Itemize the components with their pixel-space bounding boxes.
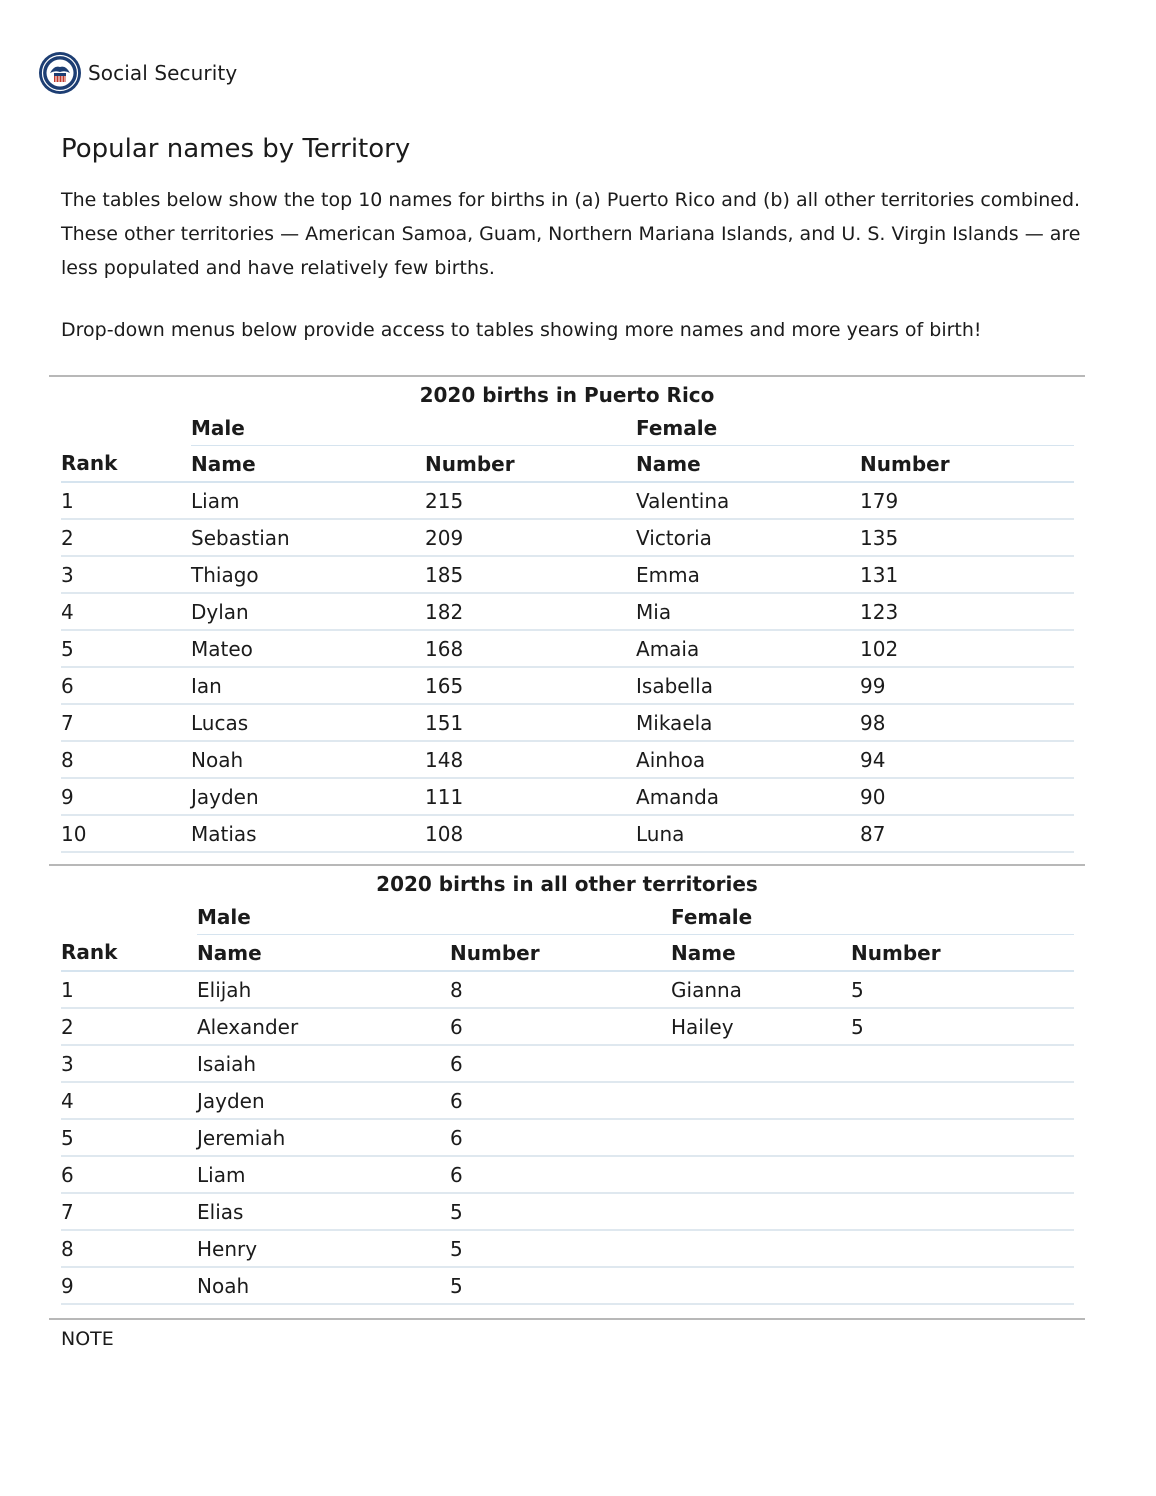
table-row (61, 704, 1074, 741)
male-number-cell: 6 (450, 1156, 671, 1193)
rank-cell: 6 (61, 1156, 197, 1193)
female-name-cell (671, 1267, 851, 1304)
table-row (61, 971, 1074, 1008)
female-number-cell (851, 1082, 1074, 1119)
sex-header-row (61, 411, 1074, 446)
female-name-cell (671, 1156, 851, 1193)
table-row (61, 815, 1074, 852)
table-caption: 2020 births in all other territories (376, 872, 758, 896)
rank-cell: 3 (61, 556, 191, 593)
male-name-cell: Liam (197, 1156, 450, 1193)
male-name-cell: Alexander (197, 1008, 450, 1045)
male-number-cell: 5 (450, 1193, 671, 1230)
rank-cell: 1 (61, 482, 191, 519)
table-body (61, 971, 1074, 1304)
female-number-header: Number (860, 446, 1074, 483)
female-name-cell: Mikaela (636, 704, 860, 741)
rank-cell: 3 (61, 1045, 197, 1082)
female-number-cell (851, 1119, 1074, 1156)
male-number-cell: 111 (425, 778, 636, 815)
female-number-cell (851, 1230, 1074, 1267)
female-name-cell: Valentina (636, 482, 860, 519)
table-body (61, 482, 1074, 852)
male-number-cell: 165 (425, 667, 636, 704)
female-name-cell: Isabella (636, 667, 860, 704)
names-table (61, 900, 1074, 1305)
rank-cell: 2 (61, 1008, 197, 1045)
male-number-cell: 185 (425, 556, 636, 593)
male-name-cell: Lucas (191, 704, 425, 741)
table-row (61, 593, 1074, 630)
male-number-cell: 108 (425, 815, 636, 852)
male-name-cell: Matias (191, 815, 425, 852)
rank-cell: 2 (61, 519, 191, 556)
female-name-cell: Ainhoa (636, 741, 860, 778)
male-name-cell: Ian (191, 667, 425, 704)
male-name-header: Name (191, 446, 425, 483)
table-row (61, 1045, 1074, 1082)
male-name-cell: Dylan (191, 593, 425, 630)
male-header: Male (191, 411, 636, 446)
male-number-cell: 6 (450, 1082, 671, 1119)
table-caption: 2020 births in Puerto Rico (419, 383, 715, 407)
male-number-cell: 6 (450, 1045, 671, 1082)
female-number-cell (851, 1156, 1074, 1193)
table-row (61, 1230, 1074, 1267)
female-number-cell: 102 (860, 630, 1074, 667)
female-name-cell: Gianna (671, 971, 851, 1008)
other-territories-table (49, 864, 1085, 1305)
female-number-header: Number (851, 935, 1074, 972)
column-header-row (61, 935, 1074, 972)
table-row (61, 556, 1074, 593)
table-row (61, 519, 1074, 556)
column-header-row (61, 446, 1074, 483)
rank-cell: 4 (61, 593, 191, 630)
female-number-cell: 94 (860, 741, 1074, 778)
male-name-cell: Liam (191, 482, 425, 519)
table-row (61, 1119, 1074, 1156)
female-number-cell: 90 (860, 778, 1074, 815)
female-header: Female (671, 900, 1074, 935)
table-row (61, 667, 1074, 704)
male-name-cell: Noah (191, 741, 425, 778)
male-number-cell: 182 (425, 593, 636, 630)
female-number-cell (851, 1045, 1074, 1082)
site-header (38, 50, 237, 96)
male-name-cell: Thiago (191, 556, 425, 593)
female-name-cell: Emma (636, 556, 860, 593)
puerto-rico-table (49, 375, 1085, 853)
names-table (61, 411, 1074, 853)
rank-cell: 5 (61, 1119, 197, 1156)
male-name-cell: Mateo (191, 630, 425, 667)
female-name-cell: Amaia (636, 630, 860, 667)
male-number-cell: 5 (450, 1230, 671, 1267)
note-label: NOTE (61, 1328, 114, 1350)
table-row (61, 741, 1074, 778)
female-name-cell (671, 1193, 851, 1230)
table-row (61, 1193, 1074, 1230)
female-name-header: Name (636, 446, 860, 483)
male-name-cell: Elias (197, 1193, 450, 1230)
male-name-cell: Henry (197, 1230, 450, 1267)
male-number-cell: 6 (450, 1008, 671, 1045)
female-name-cell: Amanda (636, 778, 860, 815)
female-name-cell (671, 1045, 851, 1082)
ssa-seal-icon[interactable] (38, 51, 82, 95)
table-row (61, 1082, 1074, 1119)
male-number-cell: 6 (450, 1119, 671, 1156)
female-name-cell (671, 1119, 851, 1156)
rank-cell: 9 (61, 1267, 197, 1304)
table-row (61, 1008, 1074, 1045)
page-title: Popular names by Territory (61, 134, 411, 164)
rank-cell: 8 (61, 741, 191, 778)
rank-cell: 7 (61, 1193, 197, 1230)
female-number-cell (851, 1193, 1074, 1230)
male-number-cell: 215 (425, 482, 636, 519)
male-name-cell: Noah (197, 1267, 450, 1304)
male-number-cell: 5 (450, 1267, 671, 1304)
male-number-cell: 168 (425, 630, 636, 667)
rank-cell: 10 (61, 815, 191, 852)
rank-cell: 6 (61, 667, 191, 704)
male-name-cell: Isaiah (197, 1045, 450, 1082)
dropdown-note: Drop-down menus below provide access to tables showing more names and more years of birth! (61, 319, 982, 341)
female-number-cell: 179 (860, 482, 1074, 519)
blank-header (61, 900, 197, 935)
table-row (61, 778, 1074, 815)
rank-cell: 8 (61, 1230, 197, 1267)
brand-name[interactable]: Social Security (88, 61, 238, 85)
female-number-cell: 87 (860, 815, 1074, 852)
rank-cell: 7 (61, 704, 191, 741)
rank-header: Rank (61, 446, 191, 483)
male-number-cell: 8 (450, 971, 671, 1008)
rank-cell: 9 (61, 778, 191, 815)
female-number-cell: 5 (851, 971, 1074, 1008)
female-name-cell (671, 1230, 851, 1267)
table-row (61, 1156, 1074, 1193)
female-name-header: Name (671, 935, 851, 972)
female-name-cell: Luna (636, 815, 860, 852)
female-number-cell (851, 1267, 1074, 1304)
intro-paragraph: The tables below show the top 10 names for births in (a) Puerto Rico and (b) all other territories combined. These other territories — American Samoa, Guam, Northern Mariana Islands, and U. S. Virgin Islands — are less populated and have relatively few births. (61, 189, 1081, 279)
male-name-cell: Elijah (197, 971, 450, 1008)
female-number-cell: 98 (860, 704, 1074, 741)
female-name-cell: Mia (636, 593, 860, 630)
male-number-cell: 148 (425, 741, 636, 778)
male-number-header: Number (450, 935, 671, 972)
male-number-cell: 209 (425, 519, 636, 556)
sex-header-row (61, 900, 1074, 935)
female-number-cell: 123 (860, 593, 1074, 630)
table-row (61, 630, 1074, 667)
female-name-cell (671, 1082, 851, 1119)
female-name-cell: Victoria (636, 519, 860, 556)
male-number-cell: 151 (425, 704, 636, 741)
rank-cell: 5 (61, 630, 191, 667)
rank-cell: 1 (61, 971, 197, 1008)
table-row (61, 1267, 1074, 1304)
male-header: Male (197, 900, 671, 935)
female-header: Female (636, 411, 1074, 446)
note-section (49, 1318, 1085, 1350)
blank-header (61, 411, 191, 446)
male-name-cell: Sebastian (191, 519, 425, 556)
male-name-header: Name (197, 935, 450, 972)
rank-header: Rank (61, 935, 197, 972)
male-name-cell: Jayden (197, 1082, 450, 1119)
female-number-cell: 5 (851, 1008, 1074, 1045)
male-name-cell: Jayden (191, 778, 425, 815)
rank-cell: 4 (61, 1082, 197, 1119)
female-number-cell: 131 (860, 556, 1074, 593)
female-number-cell: 99 (860, 667, 1074, 704)
male-number-header: Number (425, 446, 636, 483)
female-name-cell: Hailey (671, 1008, 851, 1045)
female-number-cell: 135 (860, 519, 1074, 556)
table-row (61, 482, 1074, 519)
male-name-cell: Jeremiah (197, 1119, 450, 1156)
